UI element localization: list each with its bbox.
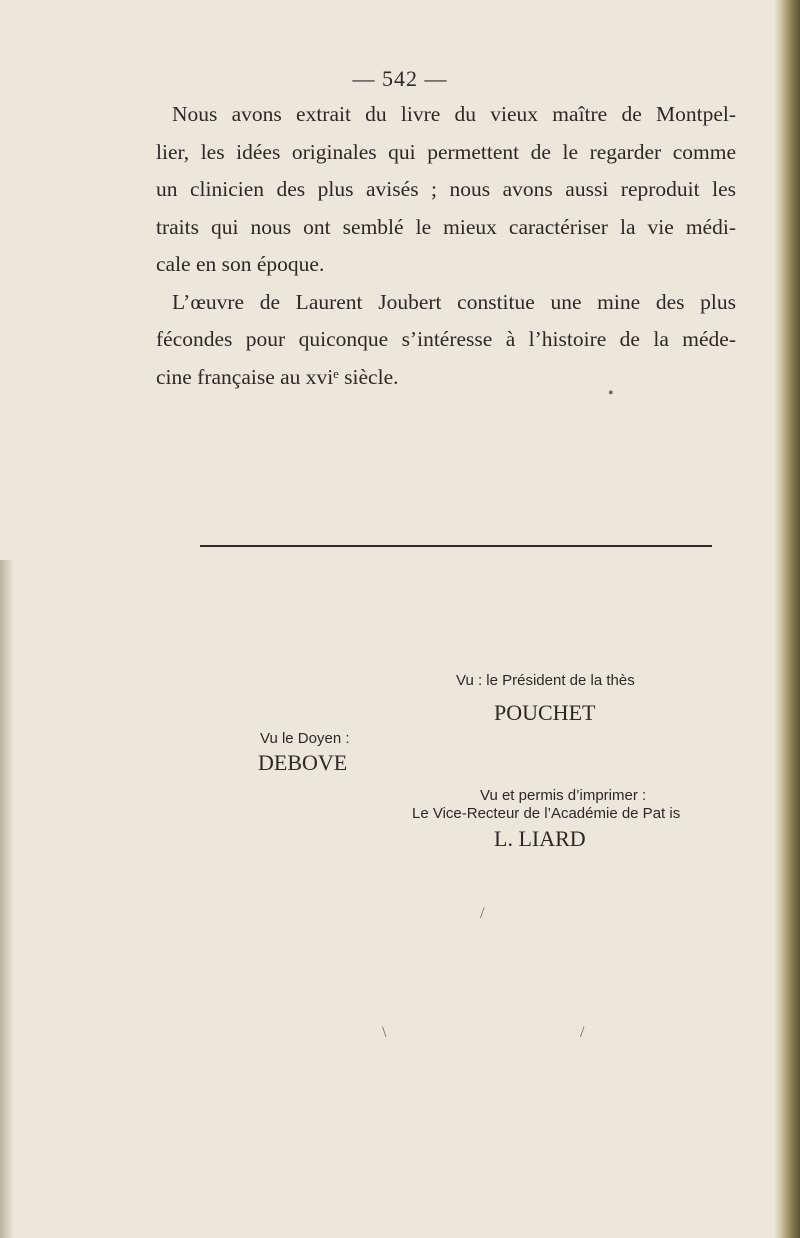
doyen-name: DEBOVE bbox=[258, 750, 348, 775]
horizontal-rule bbox=[200, 545, 712, 547]
paragraph-2-line-1: L’œuvre de Laurent Joubert constitue une mine des plus bbox=[172, 289, 736, 314]
vicerecteur-name: L. LIARD bbox=[494, 826, 586, 851]
paragraph-1-line-3: un clinicien des plus avisés ; nous avons aussi reproduit les bbox=[156, 177, 736, 201]
paragraph-1-line-2: lier, les idées originales qui permettent de le regarder comme bbox=[156, 139, 736, 164]
permis-label: Vu et permis d’imprimer : bbox=[480, 787, 647, 804]
vicerecteur-label: Le Vice-Recteur de l’Académie de Pat is bbox=[412, 805, 681, 822]
page-number: — 542 — bbox=[352, 66, 448, 91]
paragraph-1-line-5: cale en son époque. bbox=[156, 252, 325, 276]
paragraph-2-line-2: fécondes pour quiconque s’intéresse à l’histoire de la méde- bbox=[156, 327, 736, 351]
page-binding-edge bbox=[774, 0, 800, 1238]
doyen-label: Vu le Doyen : bbox=[260, 730, 350, 747]
paper-speck: / bbox=[580, 1024, 585, 1041]
page-left-shadow bbox=[0, 560, 14, 1238]
paragraph-2-line-3: cine française au xviᵉ siècle. bbox=[156, 364, 399, 389]
body-text bbox=[156, 96, 736, 396]
paper-speck: • bbox=[608, 385, 614, 402]
paragraph-1-line-1: Nous avons extrait du livre du vieux maître de Montpel- bbox=[172, 102, 736, 126]
president-name: POUCHET bbox=[494, 700, 596, 725]
paper-speck: / bbox=[480, 905, 485, 922]
paragraph-1-line-4: traits qui nous ont semblé le mieux caractériser la vie médi- bbox=[156, 214, 736, 239]
paper-speck: \ bbox=[382, 1024, 387, 1041]
president-label: Vu : le Président de la thès bbox=[456, 672, 635, 689]
